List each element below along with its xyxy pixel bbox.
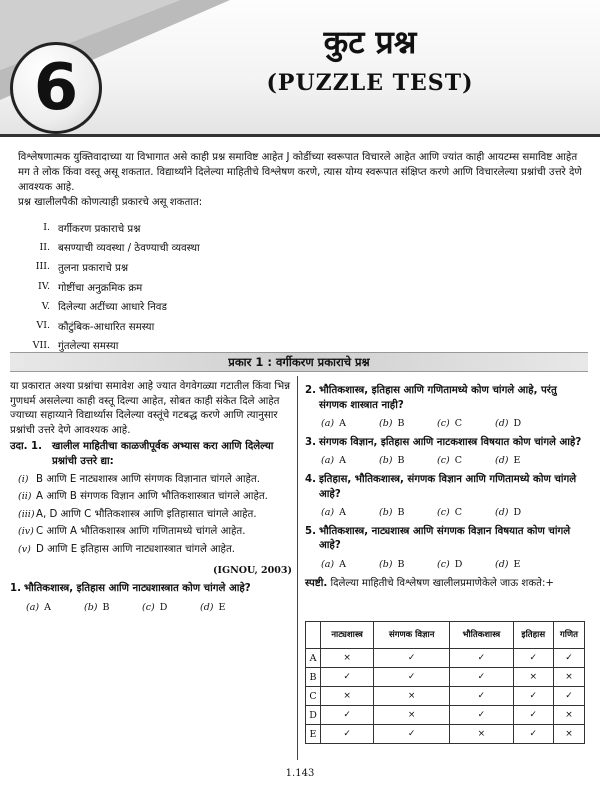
option: (d) D <box>495 418 522 430</box>
page-number: 1.143 <box>285 768 315 779</box>
statement: (i) B आणि E नाट्यशास्त्र आणि संगणक विज्ञानात चांगले आहेत. <box>18 473 260 485</box>
row-label: B <box>306 668 321 687</box>
explanation: स्पष्टी. दिलेल्या माहितीचे विश्लेषण खालीलप्रमाणेकेले जाऊ शकते:+ <box>305 577 554 589</box>
row-label: E <box>306 725 321 744</box>
table-cell: ✓ <box>513 687 553 706</box>
table-row <box>306 725 585 744</box>
source-citation: (IGNOU, 2003) <box>213 564 292 576</box>
option: (b) B <box>379 418 405 430</box>
column-header: इतिहास <box>513 622 553 649</box>
chapter-number-badge <box>10 42 102 134</box>
statement: (v) D आणि E इतिहास आणि नाट्यशास्त्रात चांगले आहेत. <box>18 543 236 555</box>
table-cell: ✓ <box>513 706 553 725</box>
list-item: IV. गोष्टींचा अनुक्रमिक क्रम <box>38 281 143 294</box>
option: (b) B <box>379 558 405 570</box>
table-row <box>306 649 585 668</box>
option: (a) A <box>321 507 346 519</box>
option: (b) B <box>379 507 405 519</box>
table-cell: ✓ <box>553 687 584 706</box>
option: (c) D <box>437 558 463 570</box>
question: 1. भौतिकशास्त्र, इतिहास आणि नाट्यशास्त्रात कोण चांगले आहे? <box>10 583 251 595</box>
section-title: प्रकार 1 : वर्गीकरण प्रकाराचे प्रश्न <box>228 354 370 369</box>
left-column <box>10 380 292 615</box>
intro-paragraph: विश्लेषणात्मक युक्तिवादाच्या या विभागात असे काही प्रश्न समाविष्ट आहेत J कोडींच्या स्वरूपात विचारले आहेत आणि ज्यांत काही आयटम्स समाविष्ट आहेत मग ते लोक किंवा वस्तू असू शकतात. विद्यार्थ्यांने दिलेल्या माहितीचे विश्लेषण करणे, त्यास योग्य स्वरूपात संक्षिप्त करणे आणि विचारलेल्या प्रश्नांची उत्तरे देणे आवश्यक आहे. <box>18 152 582 193</box>
table-cell: ✓ <box>374 668 450 687</box>
table-cell: ✓ <box>450 687 513 706</box>
table-row <box>306 706 585 725</box>
table-row <box>306 687 585 706</box>
question: 2. भौतिकशास्त्र, इतिहास आणि गणितामध्ये कोण चांगले आहे, परंतु संगणक शास्त्रात नाही? <box>305 385 557 411</box>
chapter-number: 6 <box>33 51 79 125</box>
option: (b) B <box>84 601 110 613</box>
table-cell: ✓ <box>513 725 553 744</box>
option: (d) E <box>495 455 521 467</box>
example-heading: उदा. 1. खालील माहितीचा काळजीपूर्वक अभ्यास करा आणि दिलेल्या प्रश्नांची उत्तरे द्या: <box>10 441 274 467</box>
option: (c) C <box>437 455 463 467</box>
column-header: संगणक विज्ञान <box>374 622 450 649</box>
corner-cell <box>306 622 321 649</box>
statement: (ii) A आणि B संगणक विज्ञान आणि भौतिकशास्त्रात चांगले आहेत. <box>18 491 268 503</box>
table-cell: ✓ <box>450 706 513 725</box>
statement: (iv) C आणि A भौतिकशास्त्र आणि गणितामध्ये चांगले आहेत. <box>18 526 246 538</box>
table-cell: × <box>553 668 584 687</box>
table-cell: ✓ <box>553 649 584 668</box>
option: (c) C <box>437 418 463 430</box>
table-cell: ✓ <box>321 706 374 725</box>
types-list <box>28 218 200 355</box>
table-row <box>306 668 585 687</box>
option: (b) B <box>379 455 405 467</box>
statement: (iii) A, D आणि C भौतिकशास्त्र आणि इतिहासात चांगले आहेत. <box>18 508 257 520</box>
option: (a) A <box>26 601 51 613</box>
row-label: A <box>306 649 321 668</box>
list-item: V. दिलेल्या अटींच्या आधारे निवड <box>41 300 167 314</box>
answer-options <box>321 558 587 573</box>
list-item: III. तुलना प्रकाराचे प्रश्न <box>35 261 129 274</box>
column-divider <box>297 376 298 760</box>
question: 3. संगणक विज्ञान, इतिहास आणि नाटकशास्त्र विषयात कोण चांगले आहे? <box>305 436 582 448</box>
option: (d) E <box>200 601 226 613</box>
table-cell: × <box>450 725 513 744</box>
column-header: भौतिकशास्त्र <box>450 622 513 649</box>
table-cell: ✓ <box>321 725 374 744</box>
analysis-table <box>305 621 585 744</box>
list-item: I. वर्गीकरण प्रकाराचे प्रश्न <box>43 222 141 235</box>
answer-options <box>321 506 587 521</box>
list-item: VII. गुंतलेल्या समस्या <box>32 339 119 353</box>
table-cell: ✓ <box>374 649 450 668</box>
option: (a) A <box>321 558 346 570</box>
intro-block <box>18 150 584 210</box>
option: (a) A <box>321 418 346 430</box>
answer-options <box>26 601 292 616</box>
table-cell: ✓ <box>321 668 374 687</box>
table-header-row <box>306 622 585 649</box>
types-lead: प्रश्न खालीलपैकी कोणत्याही प्रकारचे असू शकतात: <box>18 197 203 208</box>
table-cell: × <box>321 687 374 706</box>
option: (c) D <box>142 601 168 613</box>
table-cell: ✓ <box>374 725 450 744</box>
table-cell: × <box>321 649 374 668</box>
table-cell: ✓ <box>513 649 553 668</box>
option: (d) D <box>495 507 522 519</box>
option: (d) E <box>495 558 521 570</box>
option: (a) A <box>321 455 346 467</box>
question: 5. भौतिकशास्त्र, नाट्यशास्त्र आणि संगणक विज्ञान विषयात कोण चांगले आहे? <box>305 525 571 552</box>
right-column <box>305 380 587 591</box>
section-intro: या प्रकारात अश्या प्रश्नांचा समावेश आहे ज्यात वेगवेगळ्या गटातील किंवा भिन्न गुणधर्म असलेल्या काही वस्तू दिल्या आहेत, सोबत काही संकेत दिले आहेत ज्याच्या सहाय्याने विद्यार्थ्यास दिलेल्या वस्तूंचे गटबद्ध करणे आणि त्यानुसार प्रश्नांची उत्तरे देणे आवश्यक आहे. <box>10 381 291 436</box>
table-cell: ✓ <box>450 649 513 668</box>
option: (c) C <box>437 507 463 519</box>
table-cell: × <box>513 668 553 687</box>
table-cell: × <box>553 706 584 725</box>
table-cell: ✓ <box>450 668 513 687</box>
header-rule <box>0 134 600 137</box>
chapter-title-english: (PUZZLE TEST) <box>266 70 474 96</box>
answer-options <box>321 454 587 469</box>
table-cell: × <box>553 725 584 744</box>
table-cell: × <box>374 687 450 706</box>
list-item: II. बसण्याची व्यवस्था / ठेवण्याची व्यवस्था <box>39 241 200 255</box>
table-cell: × <box>374 706 450 725</box>
question: 4. इतिहास, भौतिकशास्त्र, संगणक विज्ञान आणि गणितामध्ये कोण चांगले आहे? <box>305 473 577 500</box>
row-label: D <box>306 706 321 725</box>
column-header: नाट्यशास्त्र <box>321 622 374 649</box>
chapter-title-marathi: कुट प्रश्न <box>323 23 417 61</box>
column-header: गणित <box>553 622 584 649</box>
section-heading-bar <box>10 352 588 372</box>
row-label: C <box>306 687 321 706</box>
answer-options <box>321 417 587 432</box>
list-item: VI. कौटुंबिक-आधारित समस्या <box>36 320 155 333</box>
